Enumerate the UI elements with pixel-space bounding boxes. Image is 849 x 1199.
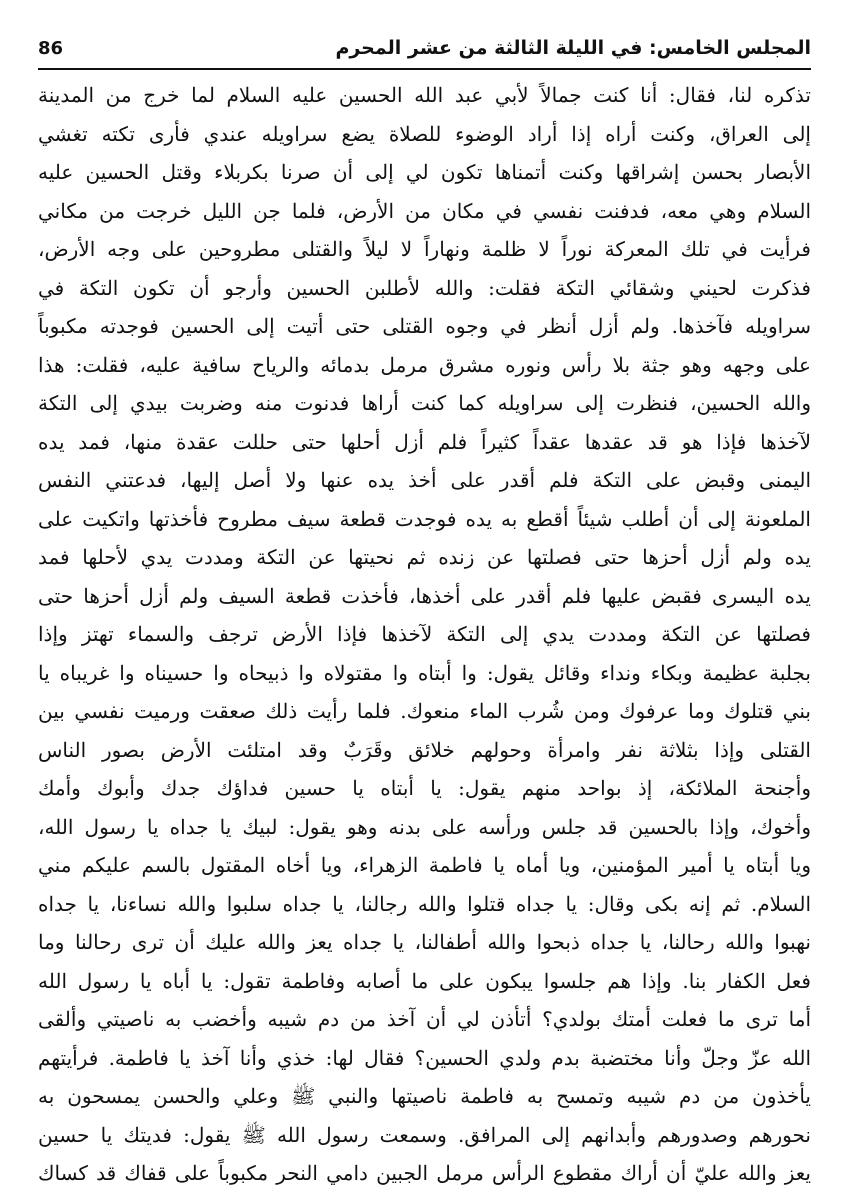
- text-line: الملعونة إلى أن أطلب شيئاً أقطع به يده فوجدت قطعة سيف مطروح فأخذتها واتكيت على: [38, 506, 811, 531]
- running-header: [38, 30, 811, 66]
- text-line: فعل الكفار بنا. وإذا هم جلسوا يبكون على ما أصابه وفاطمة تقول: يا أباه يا رسول الله: [38, 968, 811, 993]
- text-line: يأخذون من دم شيبه وتمسح به فاطمة ناصيتها والنبي ﷺ وعلي والحسن يمسحون به: [38, 1084, 811, 1108]
- text-line: وأخوك، وإذا بالحسين قد جلس ورأسه على بدنه وهو يقول: لبيك يا جداه يا رسول الله،: [38, 814, 811, 839]
- text-line: الله عزّ وجلّ وأنا مختضبة بدم ولدي الحسين؟ فقال لها: خذي وأنا آخذ يا فاطمة. فرأيتهم: [38, 1045, 811, 1070]
- text-line: تذكره لنا، فقال: أنا كنت جمالاً لأبي عبد الله الحسين عليه السلام لما خرج من المدينة: [38, 83, 811, 107]
- text-line: يعز والله عليّ أن أراك مقطوع الرأس مرمل الجبين دامي النحر مكبوباً على قفاك قد كساك: [38, 1161, 811, 1185]
- text-line: ويا أبتاه يا أمير المؤمنين، ويا أماه يا فاطمة الزهراء، ويا أخاه المقتول بالسم عليكم مني: [38, 853, 811, 877]
- text-line: يده اليسرى فقبض عليها فلم أقدر على أخذها، فأخذت قطعة السيف ولم أزل أحزها حتى: [38, 583, 811, 608]
- chapter-title: المجلس الخامس: في الليلة الثالثة من عشر المحرم: [335, 37, 811, 59]
- text-line: الأبصار بحسن إشراقها وكنت أتمناها تكون لي إلى أن صرنا بكربلاء وقتل الحسين عليه: [38, 160, 811, 184]
- page-number: 86: [38, 37, 64, 59]
- text-line: سراويله فآخذها. ولم أزل أنظر في وجوه القتلى حتى أتيت إلى الحسين فوجدته مكبوباً: [38, 314, 811, 338]
- text-line: اليمنى وقبض على التكة فلم أقدر على أخذ يده عنها ولا أصل إليها، فدعتني النفس: [38, 468, 811, 492]
- text-line: على وجهه وهو جثة بلا رأس ونوره مشرق مرمل بدمائه والرياح سافية عليه، فقلت: هذا: [38, 352, 811, 377]
- text-line: نهبوا والله رحالنا، يا جداه ذبحوا والله أطفالنا، يا جداه يعز والله عليك أن ترى رحالنا وما: [38, 930, 811, 954]
- text-line: فرأيت في تلك المعركة نوراً لا ظلمة ونهاراً لا ليلاً والقتلى مطروحين على وجه الأرض،: [38, 237, 811, 261]
- header-divider: [38, 68, 811, 70]
- text-line: فذكرت لحيني وشقائي التكة فقلت: والله لأطلبن الحسين وأرجو أن تكون التكة في: [38, 275, 811, 300]
- text-line: بني قتلوك وما عرفوك ومن شُرب الماء منعوك. فلما رأيت ذلك صعقت ورميت نفسي بين: [38, 699, 811, 723]
- text-line: بجلبة عظيمة وبكاء ونداء وقائل يقول: وا أبتاه وا مقتولاه وا ذبيحاه وا حسيناه وا غريباه يا: [38, 660, 811, 685]
- text-line: فصلتها عن التكة ومددت يدي إلى التكة لآخذها فإذا الأرض ترجف والسماء تهتز وإذا: [38, 622, 811, 646]
- text-line: أما ترى ما فعلت أمتك بولدي؟ أتأذن لي أن آخذ من دم شيبه وأخضب به ناصيتي وألقى: [38, 1007, 811, 1031]
- body-text: [38, 76, 811, 1193]
- text-line: السلام. ثم إنه بكى وقال: يا جداه قتلوا والله رجالنا، يا جداه سلبوا والله نساءنا، يا جداه: [38, 891, 811, 916]
- text-line: لآخذها فإذا هو قد عقدها عقداً كثيراً فلم أزل أحلها حتى حللت عقدة منها، فمد يده: [38, 429, 811, 454]
- text-line: السلام وهي معه، فدفنت نفسي في مكان من الأرض، فلما جن الليل خرجت من مكاني: [38, 198, 811, 223]
- text-line: وأجنحة الملائكة، إذ بواحد منهم يقول: يا أبتاه يا حسين فداؤك جدك وأبوك وأمك: [38, 776, 811, 800]
- text-line: القتلى وإذا بثلاثة نفر وامرأة وحولهم خلائق وقَرَبٌ وقد امتلئت الأرض بصور الناس: [38, 737, 811, 762]
- text-line: إلى العراق، وكنت أراه إذا أراد الوضوء للصلاة يضع سراويله عندي فأرى تكته تغشي: [38, 121, 811, 146]
- text-line: والله الحسين، فنظرت إلى سراويله كما كنت أراها فدنوت منه وضربت بيدي إلى التكة: [38, 391, 811, 415]
- text-line: يده ولم أزل أحزها حتى فصلتها عن زنده ثم نحيتها عن التكة ومددت يدي لأحلها فمد: [38, 545, 811, 569]
- text-line: نحورهم وصدورهم وأبدانهم إلى المرافق. وسمعت رسول الله ﷺ يقول: فديتك يا حسين: [38, 1122, 811, 1147]
